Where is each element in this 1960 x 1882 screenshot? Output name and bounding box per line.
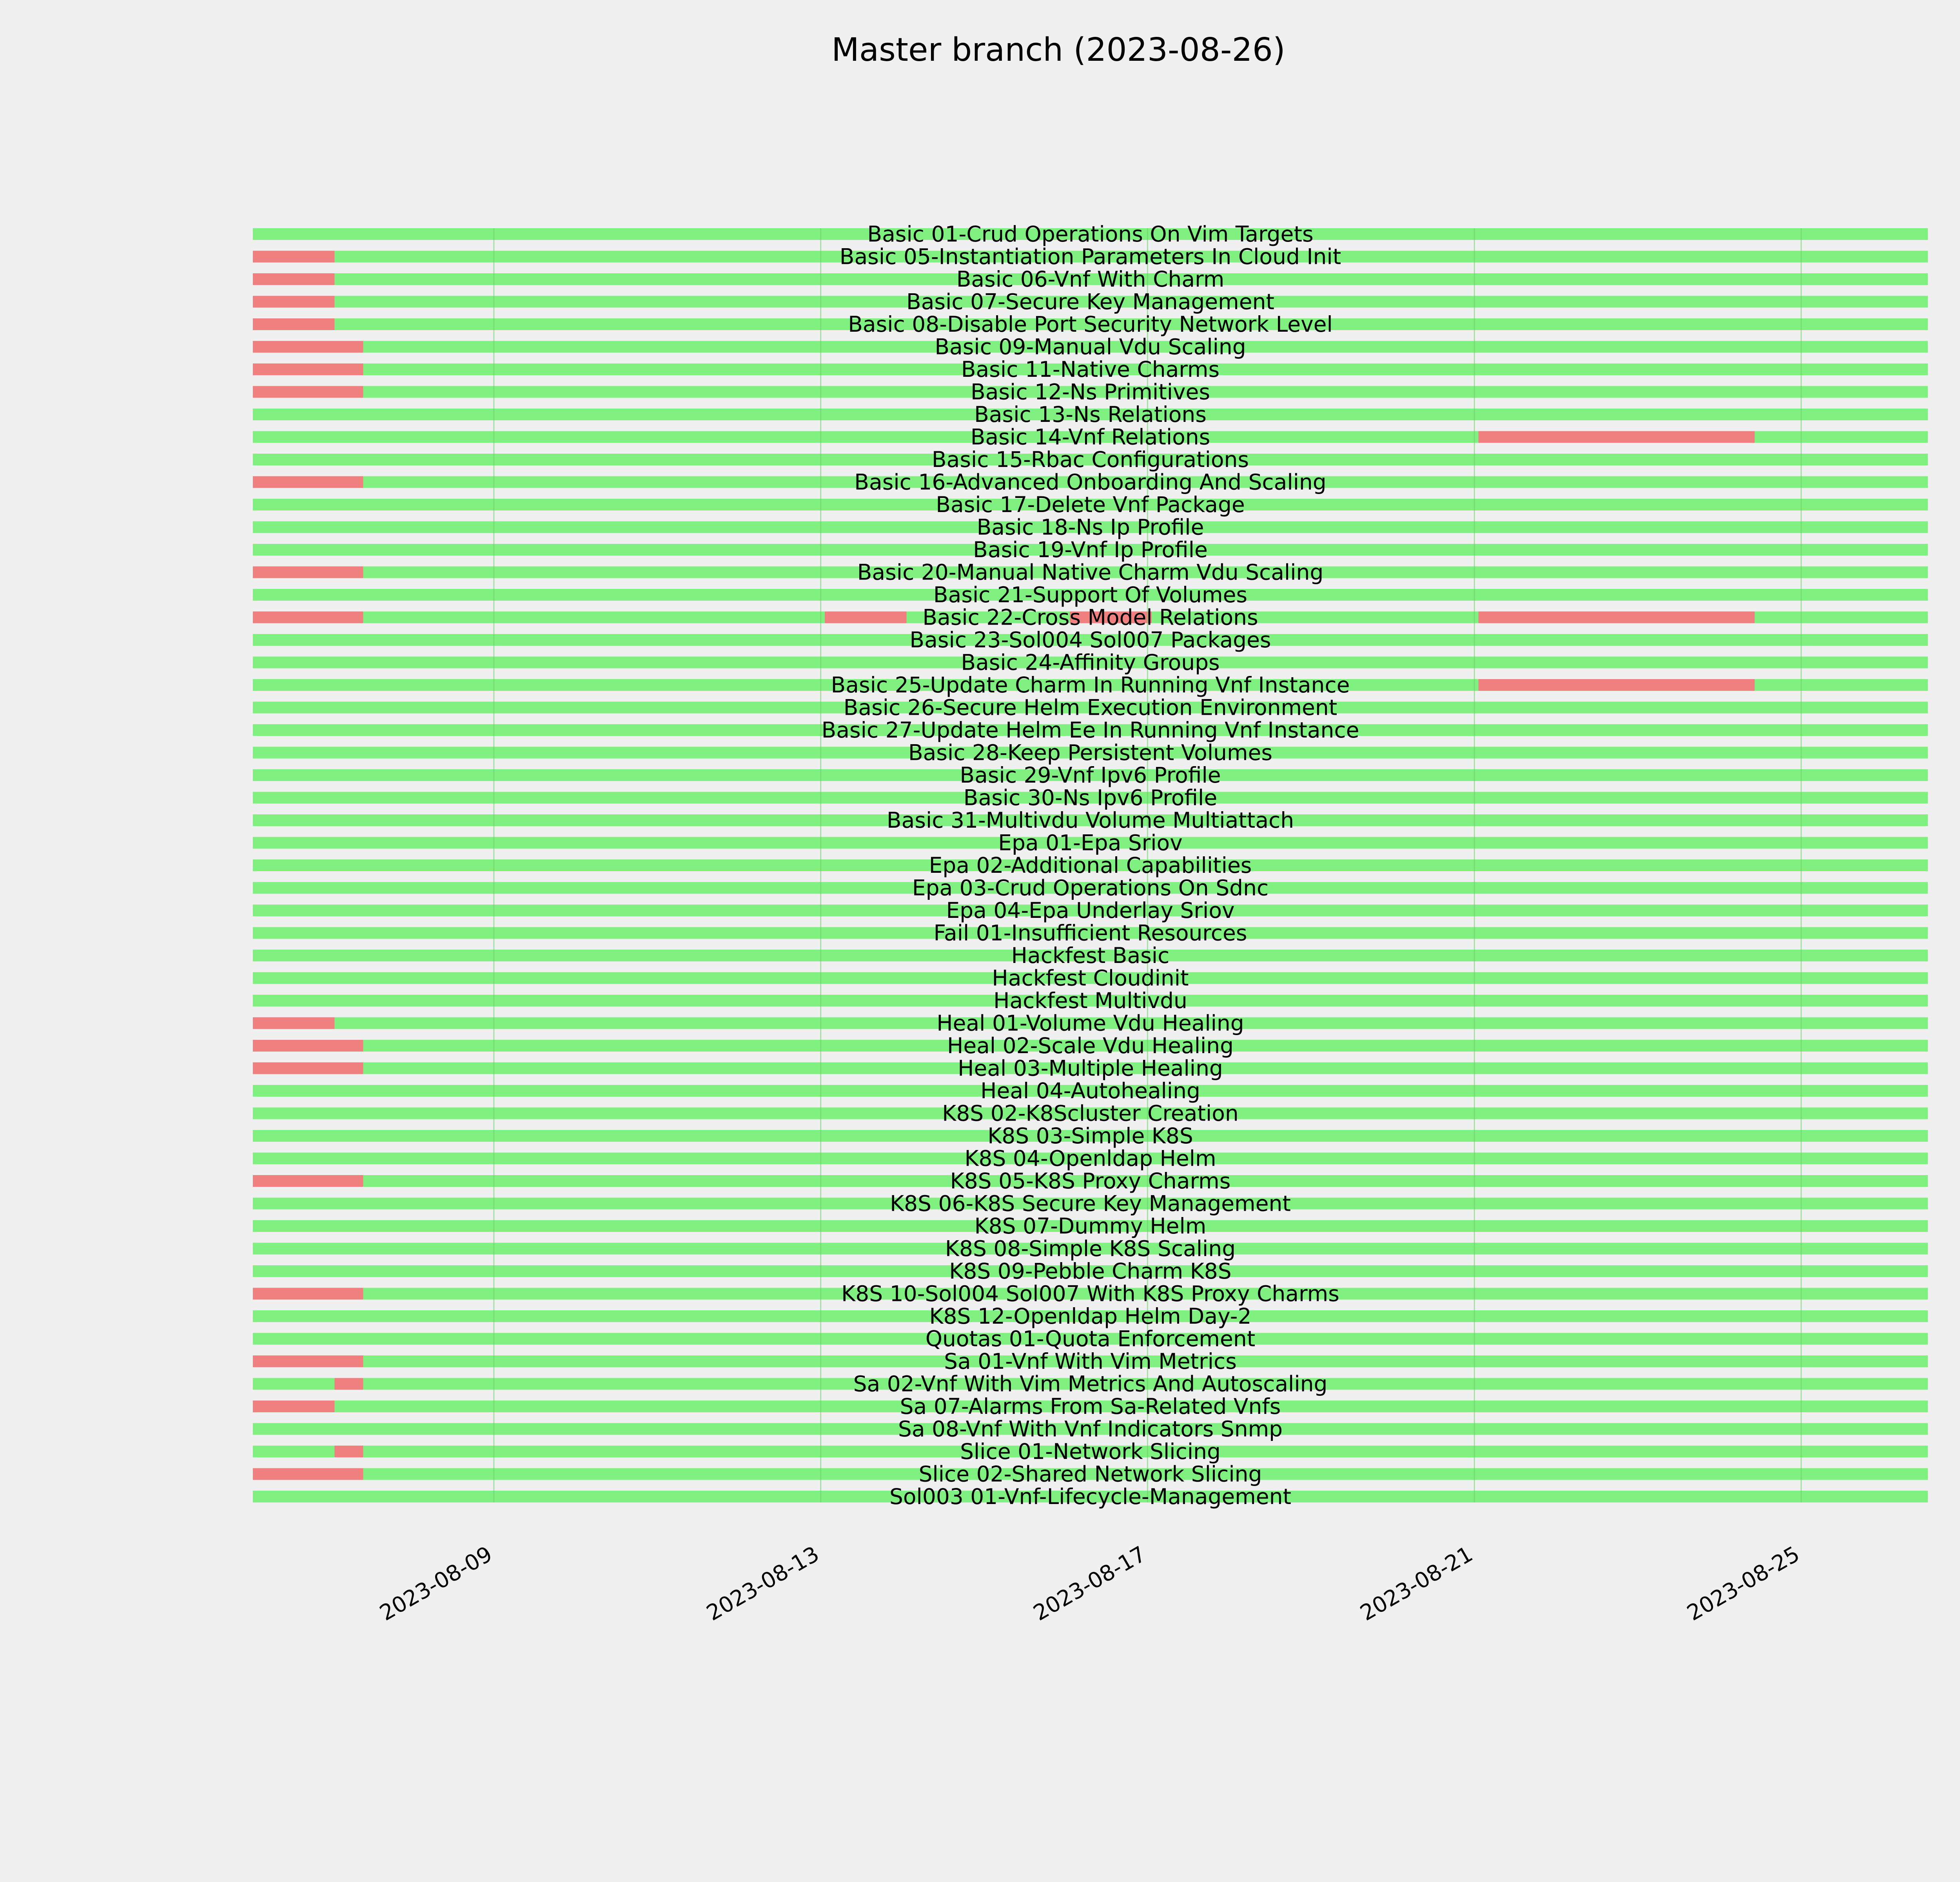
row-label: Heal 04-Autohealing: [980, 1078, 1200, 1103]
row-label: Basic 17-Delete Vnf Package: [936, 492, 1245, 517]
row-label: Slice 01-Network Slicing: [960, 1439, 1221, 1464]
row-label: Basic 06-Vnf With Charm: [956, 267, 1225, 292]
row-label: Basic 13-Ns Relations: [974, 402, 1207, 427]
status-bar-fail: [1479, 679, 1755, 691]
row-label: Basic 30-Ns Ipv6 Profile: [963, 785, 1218, 810]
row-label: Heal 01-Volume Vdu Healing: [936, 1010, 1244, 1036]
row-label: K8S 07-Dummy Helm: [974, 1213, 1207, 1239]
status-bar-fail: [253, 363, 363, 375]
row-label: Hackfest Multivdu: [993, 988, 1187, 1013]
row-label: K8S 03-Simple K8S: [987, 1123, 1193, 1148]
status-bar-fail: [253, 612, 363, 623]
status-bar-fail: [334, 1378, 363, 1390]
row-label: Basic 23-Sol004 Sol007 Packages: [909, 627, 1271, 652]
row-label: Basic 25-Update Charm In Running Vnf Instance: [831, 672, 1350, 698]
status-bar-fail: [253, 1040, 363, 1052]
row-label: Epa 02-Additional Capabilities: [929, 853, 1252, 878]
row-label: Fail 01-Insufficient Resources: [933, 920, 1247, 946]
row-label: K8S 08-Simple K8S Scaling: [945, 1236, 1236, 1261]
row-label: Quotas 01-Quota Enforcement: [925, 1326, 1256, 1352]
row-label: Basic 26-Secure Helm Execution Environment: [843, 695, 1338, 720]
row-label: Slice 02-Shared Network Slicing: [918, 1461, 1262, 1487]
row-label: Heal 02-Scale Vdu Healing: [947, 1033, 1234, 1058]
status-bar-fail: [253, 386, 363, 398]
status-bar-fail: [253, 1401, 334, 1412]
status-bar-fail: [253, 1355, 363, 1367]
row-label: Basic 12-Ns Primitives: [970, 379, 1210, 405]
row-label: Basic 01-Crud Operations On Vim Targets: [867, 222, 1314, 247]
status-bar-fail: [253, 567, 363, 578]
status-bar-fail: [253, 251, 334, 263]
row-label: Sol003 01-Vnf-Lifecycle-Management: [889, 1484, 1292, 1509]
row-label: Sa 01-Vnf With Vim Metrics: [944, 1349, 1237, 1374]
row-label: Basic 08-Disable Port Security Network Level: [848, 312, 1333, 337]
row-label: Basic 07-Secure Key Management: [906, 289, 1275, 314]
row-label: Basic 19-Vnf Ip Profile: [973, 537, 1208, 562]
status-bar-fail: [334, 1446, 363, 1457]
row-label: K8S 06-K8S Secure Key Management: [890, 1191, 1291, 1216]
row-label: K8S 02-K8Scluster Creation: [942, 1101, 1239, 1126]
status-bar-fail: [253, 476, 363, 488]
row-label: K8S 10-Sol004 Sol007 With K8S Proxy Charms: [841, 1281, 1339, 1306]
row-label: K8S 04-Openldap Helm: [964, 1146, 1216, 1171]
x-tick-label: 2023-08-09: [375, 1541, 497, 1626]
status-bar-fail: [253, 1468, 363, 1480]
row-label: Basic 05-Instantiation Parameters In Cloud Init: [839, 244, 1341, 269]
row-label: Hackfest Cloudinit: [992, 965, 1189, 991]
status-bar-fail: [1479, 431, 1755, 443]
row-label: Basic 20-Manual Native Charm Vdu Scaling: [857, 560, 1324, 585]
x-tick-label: 2023-08-25: [1682, 1541, 1804, 1626]
status-bar-fail: [253, 318, 334, 330]
row-label: Basic 09-Manual Vdu Scaling: [935, 334, 1246, 360]
row-label: K8S 05-K8S Proxy Charms: [950, 1168, 1231, 1194]
row-label: Heal 03-Multiple Healing: [958, 1055, 1223, 1081]
row-label: Sa 07-Alarms From Sa-Related Vnfs: [900, 1394, 1281, 1419]
status-bar-fail: [253, 273, 334, 285]
row-label: Epa 03-Crud Operations On Sdnc: [912, 875, 1269, 901]
row-label: Basic 11-Native Charms: [961, 357, 1220, 382]
row-label: Basic 28-Keep Persistent Volumes: [908, 740, 1273, 765]
status-bar-fail: [253, 341, 363, 353]
row-label: K8S 09-Pebble Charm K8S: [949, 1259, 1232, 1284]
row-label: Basic 18-Ns Ip Profile: [976, 514, 1204, 540]
row-label: Basic 21-Support Of Volumes: [933, 582, 1248, 607]
status-bar-fail: [1479, 612, 1755, 623]
status-bar-fail: [253, 1175, 363, 1187]
status-bar-fail: [253, 1063, 363, 1074]
row-label: Basic 24-Affinity Groups: [961, 650, 1220, 675]
row-label: Basic 31-Multivdu Volume Multiattach: [886, 808, 1294, 833]
row-label: Basic 16-Advanced Onboarding And Scaling: [854, 469, 1327, 495]
row-label: K8S 12-Openldap Helm Day-2: [929, 1304, 1252, 1329]
row-label: Epa 01-Epa Sriov: [998, 830, 1183, 856]
x-tick-label: 2023-08-21: [1356, 1541, 1477, 1626]
row-label: Basic 29-Vnf Ipv6 Profile: [960, 763, 1221, 788]
chart-title: Master branch (2023-08-26): [831, 31, 1285, 69]
row-label: Sa 02-Vnf With Vim Metrics And Autoscaling: [853, 1371, 1328, 1397]
x-tick-label: 2023-08-13: [702, 1541, 824, 1626]
status-bar-fail: [253, 296, 334, 308]
row-label: Sa 08-Vnf With Vnf Indicators Snmp: [898, 1416, 1283, 1442]
status-bar-fail: [825, 612, 906, 623]
x-tick-label: 2023-08-17: [1029, 1541, 1150, 1626]
row-label: Basic 27-Update Helm Ee In Running Vnf Instance: [821, 718, 1359, 743]
status-bar-fail: [253, 1017, 334, 1029]
status-bar-fail: [253, 1288, 363, 1300]
row-label: Hackfest Basic: [1011, 943, 1170, 968]
row-label: Basic 14-Vnf Relations: [970, 424, 1210, 450]
row-label: Epa 04-Epa Underlay Sriov: [946, 898, 1235, 923]
row-label: Basic 22-Cross Model Relations: [922, 605, 1258, 630]
plot-area: [253, 222, 1928, 1509]
row-label: Basic 15-Rbac Configurations: [931, 447, 1249, 472]
